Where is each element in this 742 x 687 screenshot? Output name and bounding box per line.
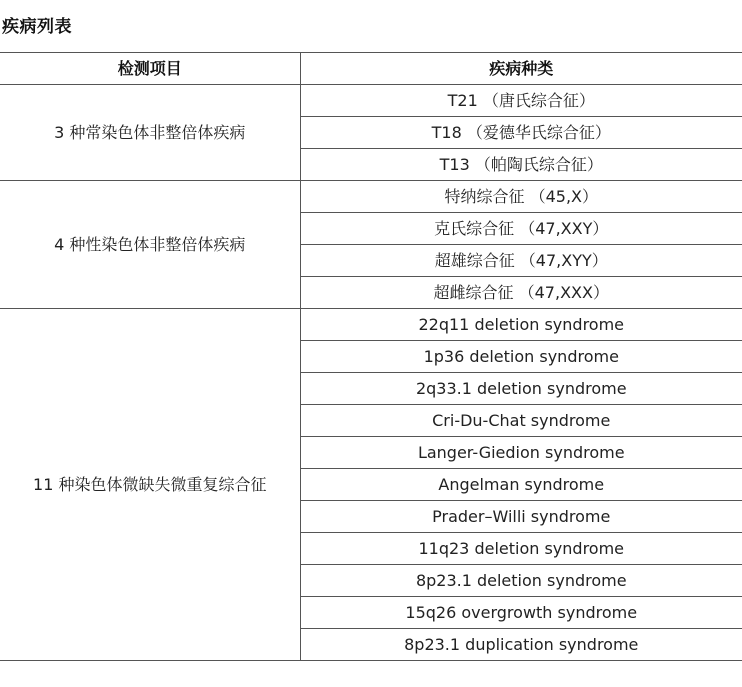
disease-cell: 超雌综合征 （47,XXX）: [300, 277, 742, 309]
disease-cell: 8p23.1 duplication syndrome: [300, 629, 742, 661]
header-test-item: 检测项目: [0, 53, 300, 85]
table-row: [0, 85, 742, 117]
disease-cell: T13 （帕陶氏综合征）: [300, 149, 742, 181]
disease-cell: 1p36 deletion syndrome: [300, 341, 742, 373]
disease-cell: Langer-Giedion syndrome: [300, 437, 742, 469]
disease-cell: 22q11 deletion syndrome: [300, 309, 742, 341]
group-name-microdeletion: 11 种染色体微缺失微重复综合征: [0, 309, 300, 661]
disease-cell: 2q33.1 deletion syndrome: [300, 373, 742, 405]
disease-cell: 8p23.1 deletion syndrome: [300, 565, 742, 597]
disease-cell: Prader–Willi syndrome: [300, 501, 742, 533]
header-disease-type: 疾病种类: [300, 53, 742, 85]
table-row: [0, 309, 742, 341]
disease-cell: T18 （爱德华氏综合征）: [300, 117, 742, 149]
table-header-row: [0, 53, 742, 85]
disease-cell: 特纳综合征 （45,X）: [300, 181, 742, 213]
disease-cell: 超雄综合征 （47,XYY）: [300, 245, 742, 277]
group-name-sex-chromosome: 4 种性染色体非整倍体疾病: [0, 181, 300, 309]
page-title: 疾病列表: [2, 17, 72, 37]
disease-cell: 15q26 overgrowth syndrome: [300, 597, 742, 629]
disease-cell: 11q23 deletion syndrome: [300, 533, 742, 565]
disease-cell: Angelman syndrome: [300, 469, 742, 501]
disease-cell: T21 （唐氏综合征）: [300, 85, 742, 117]
group-name-autosomal: 3 种常染色体非整倍体疾病: [0, 85, 300, 181]
disease-cell: 克氏综合征 （47,XXY）: [300, 213, 742, 245]
disease-table: [0, 52, 742, 661]
disease-cell: Cri-Du-Chat syndrome: [300, 405, 742, 437]
table-row: [0, 181, 742, 213]
